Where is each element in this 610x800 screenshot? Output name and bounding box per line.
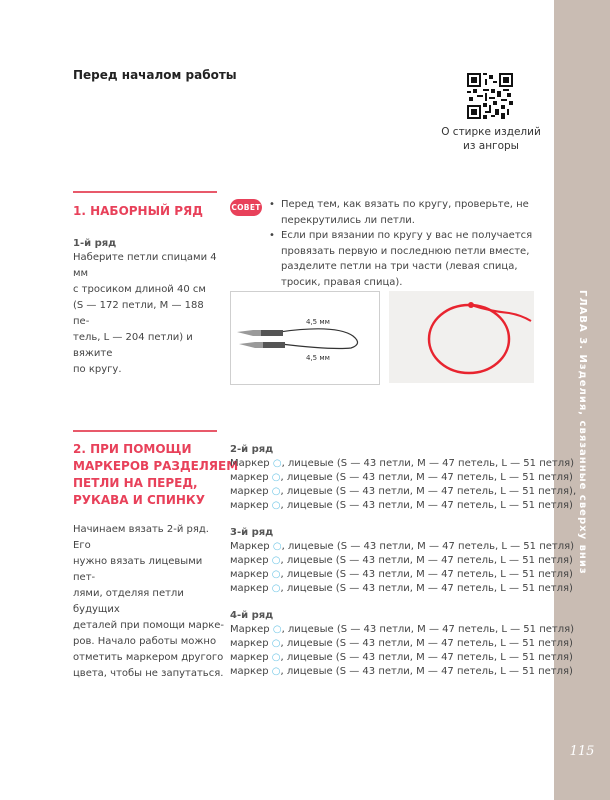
marker-icon: ○ (271, 638, 281, 649)
row-line: маркер ○, лицевые (S — 43 петли, M — 47 петель, L — 51 петля) (230, 638, 573, 649)
tip-item: • Перед тем, как вязать по кругу, проверьте, не перекрутились ли петли. (269, 197, 539, 228)
section2-text: Начинаем вязать 2-й ряд. Его нужно вязать лицевыми пет- лями, отделяя петли будущих деталей при помощи марке- ров. Начало работы можно отметить маркером другого цвета, чтобы не запутаться. (73, 524, 225, 679)
yarn-ring-image (389, 291, 534, 383)
marker-icon: ○ (271, 569, 281, 580)
row-line: Маркер ○, лицевые (S — 43 петли, M — 47 петель, L — 51 петля) (230, 624, 575, 635)
row-line: маркер ○, лицевые (S — 43 петли, M — 47 петель, L — 51 петля), (230, 486, 577, 497)
row-line: Маркер ○, лицевые (S — 43 петли, M — 47 петель, L — 51 петля) (230, 458, 575, 469)
row-4-title: 4-й ряд (230, 610, 274, 621)
qr-caption: О стирке изделий из ангоры (441, 126, 541, 152)
marker-icon: ○ (272, 624, 282, 635)
row-line: маркер ○, лицевые (S — 43 петли, M — 47 петель, L — 51 петля) (230, 652, 573, 663)
row-3-instructions (230, 540, 574, 596)
page-number: 115 (569, 744, 595, 759)
row-line: маркер ○, лицевые (S — 43 петли, M — 47 петель, L — 51 петля) (230, 500, 573, 511)
row-line: Маркер ○, лицевые (S — 43 петли, M — 47 петель, L — 51 петля) (230, 541, 575, 552)
marker-icon: ○ (272, 541, 282, 552)
row-line: маркер ○, лицевые (S — 43 петли, M — 47 петель, L — 51 петля) (230, 583, 573, 594)
section1-text: Наберите петли спицами 4 мм с тросиком длиной 40 см (S — 172 петли, M — 188 пе- тель, L — 204 петли) и вяжите по кругу. (73, 252, 217, 375)
row-2-title: 2-й ряд (230, 444, 274, 455)
circular-needle-illustration (230, 291, 380, 385)
row-3-title: 3-й ряд (230, 527, 274, 538)
tip-item: • Если при вязании по кругу у вас не получается провязать первую и последнюю петли вместе, разделите петли на три части (левая спица, тросик, правая спица). (269, 228, 539, 290)
page-title: Перед началом работы (73, 68, 237, 82)
tip-list (269, 197, 539, 290)
row-line: маркер ○, лицевые (S — 43 петли, M — 47 петель, L — 51 петля) (230, 569, 573, 580)
circular-needle-icon (231, 292, 379, 384)
yarn-ring-photo (389, 291, 534, 383)
row-2-instructions (230, 457, 576, 513)
section1-row-title: 1-й ряд (73, 238, 117, 249)
section2-heading: 2. ПРИ ПОМОЩИ МАРКЕРОВ РАЗДЕЛЯЕМ ПЕТЛИ НА ПЕРЕД, РУКАВА И СПИНКУ (73, 442, 239, 507)
marker-icon: ○ (271, 652, 281, 663)
marker-icon: ○ (272, 458, 282, 469)
row-4-instructions (230, 623, 574, 679)
chapter-title: ГЛАВА 3. Изделия, связанные сверху вниз (577, 290, 588, 575)
marker-icon: ○ (271, 486, 281, 497)
row-line: маркер ○, лицевые (S — 43 петли, M — 47 петель, L — 51 петля) (230, 666, 573, 677)
qr-code-icon[interactable] (467, 73, 513, 119)
marker-icon: ○ (271, 666, 281, 677)
section1-heading: 1. НАБОРНЫЙ РЯД (73, 204, 203, 218)
marker-icon: ○ (271, 555, 281, 566)
row-line: маркер ○, лицевые (S — 43 петли, M — 47 петель, L — 51 петля) (230, 555, 573, 566)
row-line: маркер ○, лицевые (S — 43 петли, M — 47 петель, L — 51 петля) (230, 472, 573, 483)
needle-size-label-top: 4,5 мм (306, 318, 330, 326)
marker-icon: ○ (271, 583, 281, 594)
marker-icon: ○ (271, 472, 281, 483)
tip-badge: СОВЕТ (230, 199, 262, 216)
section2-rule (73, 430, 217, 432)
needle-size-label-bottom: 4,5 мм (306, 354, 330, 362)
marker-icon: ○ (271, 500, 281, 511)
section1-rule (73, 191, 217, 193)
